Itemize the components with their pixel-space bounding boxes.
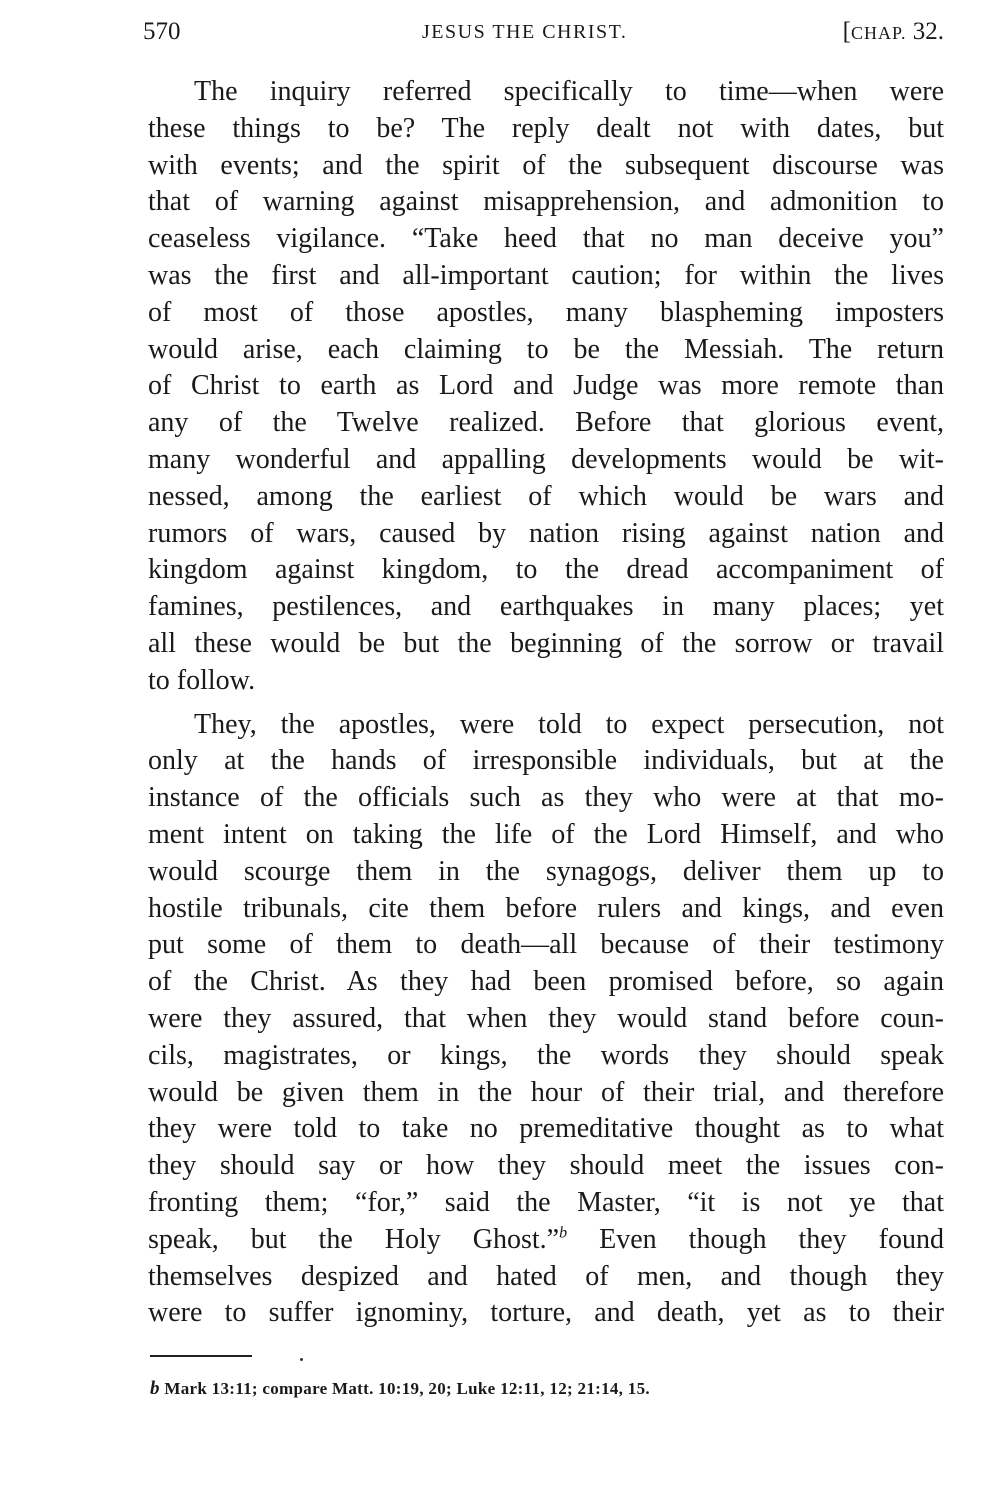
text-line: were to suffer ignominy, torture, and death, yet as to their	[148, 1297, 944, 1329]
text-line: were they assured, that when they would stand before coun-	[148, 1002, 944, 1034]
text-line: cils, magistrates, or kings, the words they should speak	[148, 1039, 944, 1071]
text-line: these things to be? The reply dealt not with dates, but	[148, 112, 944, 144]
text-line: The inquiry referred specifically to time—when were	[194, 76, 944, 107]
footnote	[150, 1378, 650, 1400]
text-line: with events; and the spirit of the subsequent discourse was	[148, 149, 944, 181]
text-line: put some of them to death—all because of their testimony	[148, 929, 944, 961]
text-line: they should say or how they should meet the issues con-	[148, 1150, 944, 1182]
text-line: that of warning against misapprehension, and admonition to	[148, 186, 944, 218]
text-line: all these would be but the beginning of the sorrow or travail	[148, 627, 944, 659]
paragraph-1	[148, 74, 944, 700]
page-number: 570	[143, 18, 181, 45]
text-line: to follow.	[148, 664, 256, 696]
text-line: ment intent on taking the life of the Lord Himself, and who	[148, 818, 944, 850]
text-segment: speak, but the Holy Ghost.”	[148, 1223, 560, 1255]
text-line: themselves despized and hated of men, and though they	[148, 1260, 944, 1292]
footnote-marker: b	[150, 1378, 160, 1399]
text-line: would be given them in the hour of their trial, and therefore	[148, 1076, 944, 1108]
text-line: was the first and all-important caution; for within the lives	[148, 259, 944, 291]
footnote-divider-dot	[300, 1358, 303, 1361]
text-line: of the Christ. As they had been promised before, so again	[148, 966, 944, 998]
text-line: kingdom against kingdom, to the dread accompaniment of	[148, 554, 944, 586]
text-segment: Even though they found	[599, 1223, 945, 1255]
footnote-reference-marker[interactable]: b	[559, 1224, 568, 1242]
text-line-with-footnote	[148, 1222, 944, 1259]
body-text	[148, 74, 944, 1332]
book-page	[143, 18, 945, 1339]
text-line: would arise, each claiming to be the Messiah. The return	[148, 333, 944, 365]
paragraph-2	[148, 707, 944, 1333]
text-line: any of the Twelve realized. Before that glorious event,	[148, 407, 944, 439]
text-line: rumors of wars, caused by nation rising against nation and	[148, 517, 944, 549]
running-head	[143, 18, 944, 58]
text-line: fronting them; “for,” said the Master, “it is not ye that	[148, 1186, 944, 1218]
footnote-divider	[150, 1355, 252, 1357]
text-line: They, the apostles, were told to expect persecution, not	[194, 708, 944, 740]
footnote-text: Mark 13:11; compare Matt. 10:19, 20; Luke 12:11, 12; 21:14, 15.	[164, 1379, 650, 1398]
text-line: nessed, among the earliest of which would be wars and	[148, 480, 944, 512]
text-line: of most of those apostles, many blaspheming imposters	[148, 296, 944, 328]
text-line: ceaseless vigilance. “Take heed that no man deceive you”	[148, 223, 944, 255]
text-line: hostile tribunals, cite them before rulers and kings, and even	[148, 892, 944, 924]
text-line: only at the hands of irresponsible individuals, but at the	[148, 745, 944, 777]
running-title: JESUS THE CHRIST.	[422, 21, 628, 43]
chapter-bracket: [	[842, 18, 851, 45]
chapter-number: 32.	[912, 18, 944, 45]
chapter-label: CHAP.	[850, 23, 907, 43]
chapter-reference	[843, 18, 944, 46]
text-line: many wonderful and appalling developments would be wit-	[148, 443, 944, 475]
text-line: instance of the officials such as they who were at that mo-	[148, 782, 944, 814]
text-line: would scourge them in the synagogs, deliver them up to	[148, 855, 944, 887]
text-line: they were told to take no premeditative thought as to what	[148, 1113, 944, 1145]
text-line: of Christ to earth as Lord and Judge was more remote than	[148, 370, 944, 402]
text-line: famines, pestilences, and earthquakes in many places; yet	[148, 591, 944, 623]
